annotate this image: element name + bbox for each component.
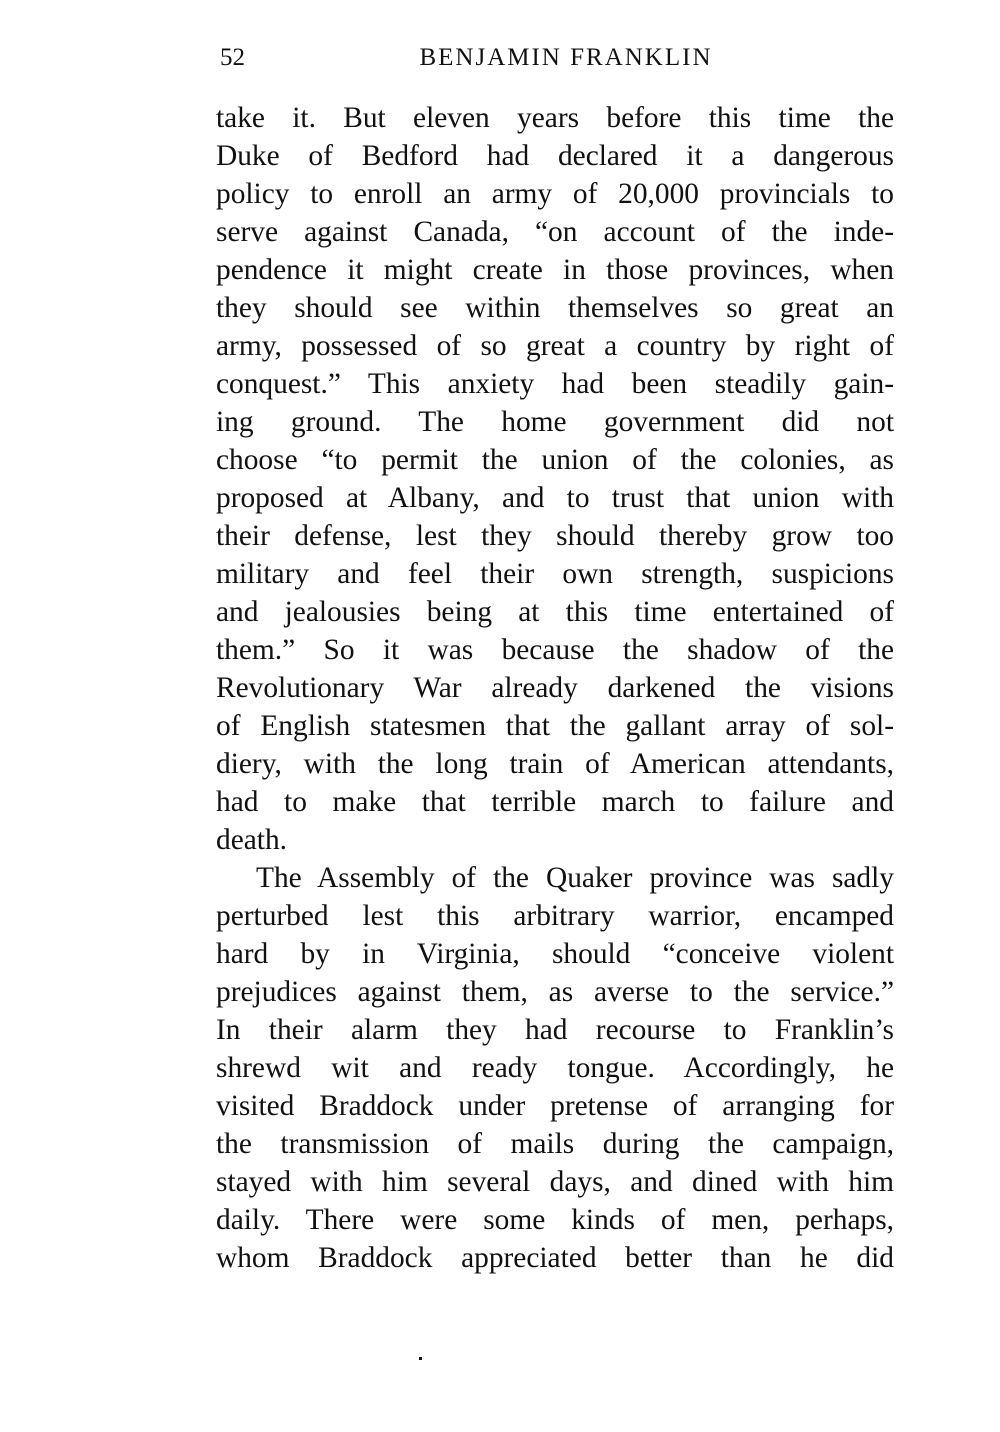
text-line: policy to enroll an army of 20,000 provincials to	[216, 178, 894, 210]
text-line: serve against Canada, “on account of the inde-	[216, 216, 894, 248]
text-line: proposed at Albany, and to trust that union with	[216, 482, 894, 514]
text-line: military and feel their own strength, suspicions	[216, 558, 894, 590]
text-line: visited Braddock under pretense of arranging for	[216, 1090, 894, 1122]
text-line: them.” So it was because the shadow of the	[216, 634, 894, 666]
text-line: their defense, lest they should thereby grow too	[216, 520, 894, 552]
paragraph	[216, 859, 894, 1277]
text-line: Duke of Bedford had declared it a dangerous	[216, 140, 894, 172]
text-line: ing ground. The home government did not	[216, 406, 894, 438]
text-line: the transmission of mails during the campaign,	[216, 1128, 894, 1160]
text-line: daily. There were some kinds of men, perhaps,	[216, 1204, 894, 1236]
text-line: In their alarm they had recourse to Franklin’s	[216, 1014, 894, 1046]
text-line: and jealousies being at this time entertained of	[216, 596, 894, 628]
text-line: conquest.” This anxiety had been steadily gain-	[216, 368, 894, 400]
text-line: shrewd wit and ready tongue. Accordingly, he	[216, 1052, 894, 1084]
paragraph	[216, 99, 894, 859]
text-line: prejudices against them, as averse to the service.”	[216, 976, 894, 1008]
text-line: choose “to permit the union of the colonies, as	[216, 444, 894, 476]
running-title: BENJAMIN FRANKLIN	[419, 44, 713, 71]
text-line: hard by in Virginia, should “conceive violent	[216, 938, 894, 970]
text-line: had to make that terrible march to failure and	[216, 786, 894, 818]
text-line: perturbed lest this arbitrary warrior, encamped	[216, 900, 894, 932]
text-line: diery, with the long train of American attendants,	[216, 748, 894, 780]
text-line: stayed with him several days, and dined with him	[216, 1166, 894, 1198]
text-line: pendence it might create in those provinces, when	[216, 254, 894, 286]
text-line: death.	[216, 824, 287, 856]
page-header	[216, 44, 896, 84]
text-line: they should see within themselves so great an	[216, 292, 894, 324]
text-line: of English statesmen that the gallant array of sol-	[216, 710, 894, 742]
page-number: 52	[220, 44, 245, 71]
text-line: army, possessed of so great a country by right of	[216, 330, 894, 362]
scan-speck	[419, 1357, 422, 1360]
text-line: Revolutionary War already darkened the visions	[216, 672, 894, 704]
body-text	[216, 99, 894, 1277]
text-line: The Assembly of the Quaker province was sadly	[256, 862, 894, 894]
text-line: whom Braddock appreciated better than he did	[216, 1242, 894, 1274]
text-line: take it. But eleven years before this time the	[216, 102, 894, 134]
